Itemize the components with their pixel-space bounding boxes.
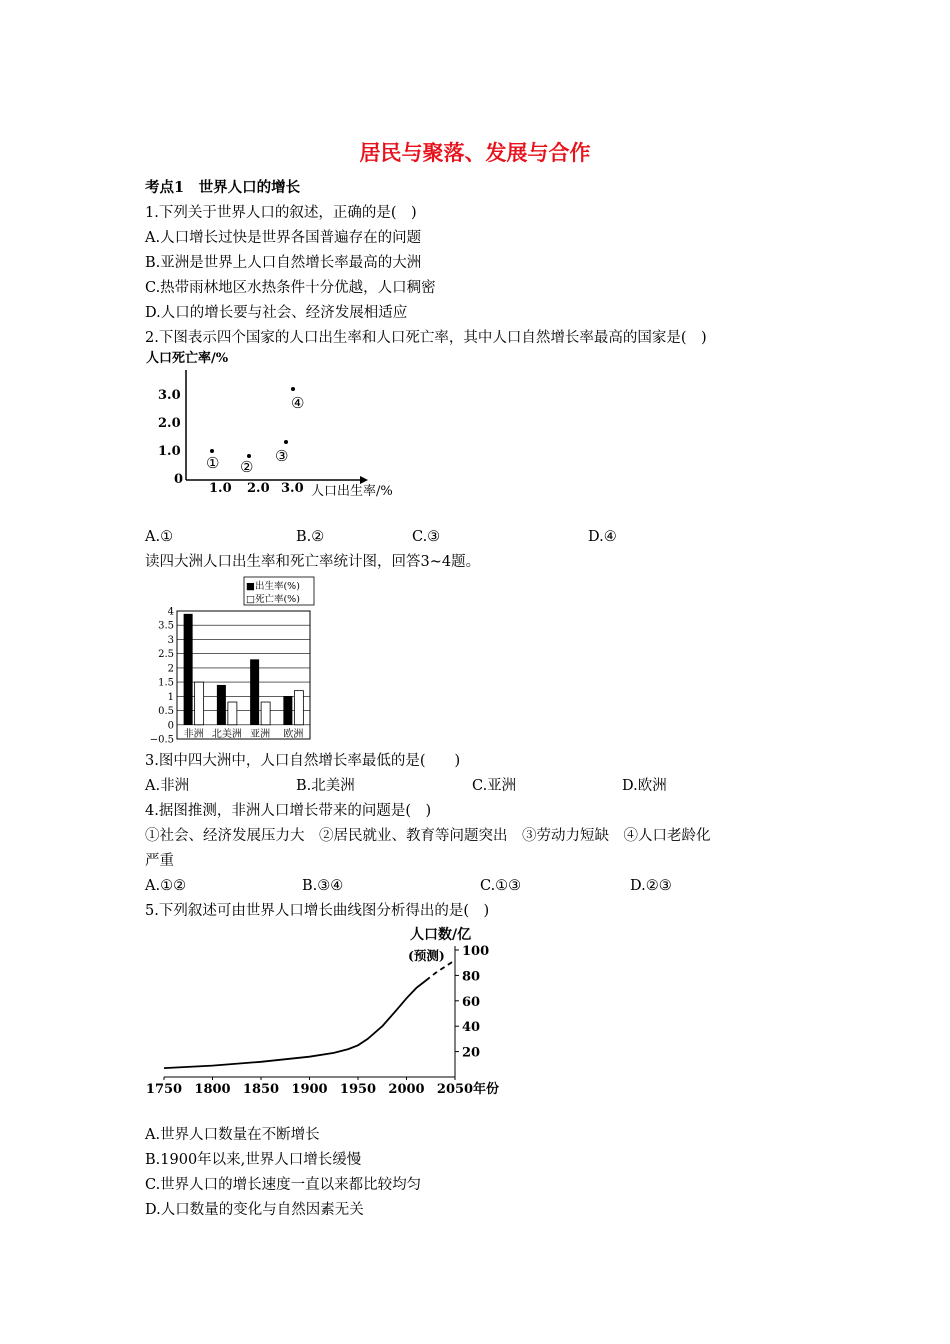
q1-option-d: D.人口的增长要与社会、经济发展相适应 — [145, 305, 408, 321]
chart2-ytick: −0.5 — [149, 734, 174, 746]
chart3-forecast-label: (预测) — [408, 948, 445, 963]
chart-continent-bars — [140, 575, 320, 745]
chart2-ytick: 1 — [167, 691, 174, 703]
chart3-population-curve — [164, 981, 426, 1069]
chart1-point-3 — [284, 440, 288, 444]
chart2-category-label: 非洲 — [183, 729, 204, 740]
chart1-point-label-2: ② — [240, 458, 254, 476]
chart1-xtick: 2.0 — [247, 481, 270, 496]
q1-option-c: C.热带雨林地区水热条件十分优越，人口稠密 — [145, 280, 436, 296]
chart2-ytick: 2.5 — [158, 649, 174, 661]
chart1-point-1 — [210, 449, 214, 453]
q3-option-b: B.北美洲 — [296, 778, 355, 794]
chart2-ytick: 0 — [167, 720, 174, 732]
q2-option-d: D.④ — [588, 529, 617, 545]
intro-q3-q4: 读四大洲人口出生率和死亡率统计图，回答3~4题。 — [145, 554, 481, 570]
chart2-ytick: 2 — [167, 663, 174, 675]
chart2-bar-birth — [283, 696, 292, 724]
q3-stem: 3.图中四大洲中，人口自然增长率最低的是( ) — [145, 753, 461, 769]
chart2-ytick: 3.5 — [158, 620, 174, 632]
chart2-legend-death: □死亡率(%) — [246, 594, 300, 605]
chart1-point-label-3: ③ — [275, 447, 289, 465]
chart2-bar-death — [261, 702, 270, 725]
chart2-bar-birth — [184, 614, 193, 725]
chart1-point-4 — [291, 387, 295, 391]
q1-stem: 1.下列关于世界人口的叙述，正确的是( ) — [145, 205, 417, 221]
chart2-category-label: 北美洲 — [211, 729, 242, 740]
chart2-bar-death — [228, 702, 237, 725]
q3-option-d: D.欧洲 — [622, 778, 667, 794]
chart3-ytick: 20 — [462, 1045, 481, 1061]
chart1-xlabel: 人口出生率/% — [311, 484, 393, 499]
q5-option-a: A.世界人口数量在不断增长 — [145, 1127, 320, 1143]
chart3-xlabel: 年份 — [473, 1082, 500, 1097]
chart3-ytick: 60 — [462, 994, 481, 1010]
chart3-xtick: 1800 — [194, 1082, 231, 1097]
q5-option-d: D.人口数量的变化与自然因素无关 — [145, 1202, 364, 1218]
chart3-xtick: 1750 — [145, 1082, 183, 1097]
chart2-category-label: 欧洲 — [283, 729, 304, 740]
q4-option-d: D.②③ — [630, 878, 672, 894]
chart3-xtick: 1850 — [242, 1082, 280, 1097]
q4-option-a: A.①② — [145, 878, 187, 894]
chart1-xtick: 3.0 — [281, 481, 304, 496]
page-title: 居民与聚落、发展与合作 — [359, 140, 591, 165]
q2-option-b: B.② — [296, 529, 325, 545]
chart2-ytick: 0.5 — [158, 706, 174, 718]
q5-option-b: B.1900年以来,世界人口增长缓慢 — [145, 1152, 362, 1168]
chart2-ytick: 3 — [167, 634, 174, 646]
chart3-xtick: 2000 — [388, 1082, 425, 1097]
chart3-xtick: 1900 — [291, 1082, 328, 1097]
q4-items: ①社会、经济发展压力大 ②居民就业、教育等问题突出 ③劳动力短缺 ④人口老龄化 — [145, 828, 711, 844]
q1-option-a: A.人口增长过快是世界各国普遍存在的问题 — [145, 230, 422, 246]
chart2-bar-birth — [217, 685, 226, 725]
chart2-category-label: 亚洲 — [250, 729, 271, 740]
chart1-ylabel: 人口死亡率/% — [146, 351, 229, 366]
chart2-bar-birth — [250, 659, 259, 724]
chart1-ytick: 1.0 — [158, 444, 181, 459]
chart1-ytick: 3.0 — [158, 388, 181, 403]
chart3-ylabel: 人口数/亿 — [410, 927, 472, 943]
chart-world-population-line — [145, 922, 520, 1102]
chart1-ytick: 0 — [174, 472, 184, 487]
chart2-bar-death — [294, 691, 303, 725]
chart2-bar-death — [195, 682, 204, 725]
q3-option-a: A.非洲 — [145, 778, 190, 794]
chart3-forecast-curve — [426, 960, 455, 980]
chart1-xtick: 1.0 — [209, 481, 232, 496]
q5-stem: 5.下列叙述可由世界人口增长曲线图分析得出的是( ) — [145, 903, 490, 919]
q2-stem: 2.下图表示四个国家的人口出生率和人口死亡率，其中人口自然增长率最高的国家是( ) — [145, 330, 707, 346]
chart3-xtick: 2050 — [436, 1082, 474, 1097]
chart1-point-label-4: ④ — [291, 394, 305, 412]
section-heading: 考点1 世界人口的增长 — [145, 179, 301, 196]
q3-option-c: C.亚洲 — [472, 778, 517, 794]
chart1-ytick: 2.0 — [158, 416, 181, 431]
q4-option-b: B.③④ — [302, 878, 344, 894]
chart3-xtick: 1950 — [339, 1082, 377, 1097]
q4-stem: 4.据图推测，非洲人口增长带来的问题是( ) — [145, 803, 432, 819]
chart3-ytick: 40 — [462, 1020, 481, 1036]
chart1-point-label-1: ① — [206, 454, 220, 472]
q2-option-c: C.③ — [412, 529, 441, 545]
chart2-ytick: 4 — [167, 606, 174, 618]
q4-option-c: C.①③ — [480, 878, 522, 894]
q4-items-cont: 严重 — [145, 853, 174, 869]
q5-option-c: C.世界人口的增长速度一直以来都比较均匀 — [145, 1177, 422, 1193]
chart3-ytick: 100 — [462, 944, 490, 959]
chart2-ytick: 1.5 — [158, 677, 174, 689]
q2-option-a: A.① — [145, 529, 174, 545]
q1-option-b: B.亚洲是世界上人口自然增长率最高的大洲 — [145, 255, 422, 271]
chart3-ytick: 80 — [462, 969, 481, 985]
chart2-legend-birth: ■出生率(%) — [246, 581, 300, 592]
chart1-x-arrow — [360, 476, 368, 484]
chart-birth-death-scatter — [140, 348, 430, 503]
